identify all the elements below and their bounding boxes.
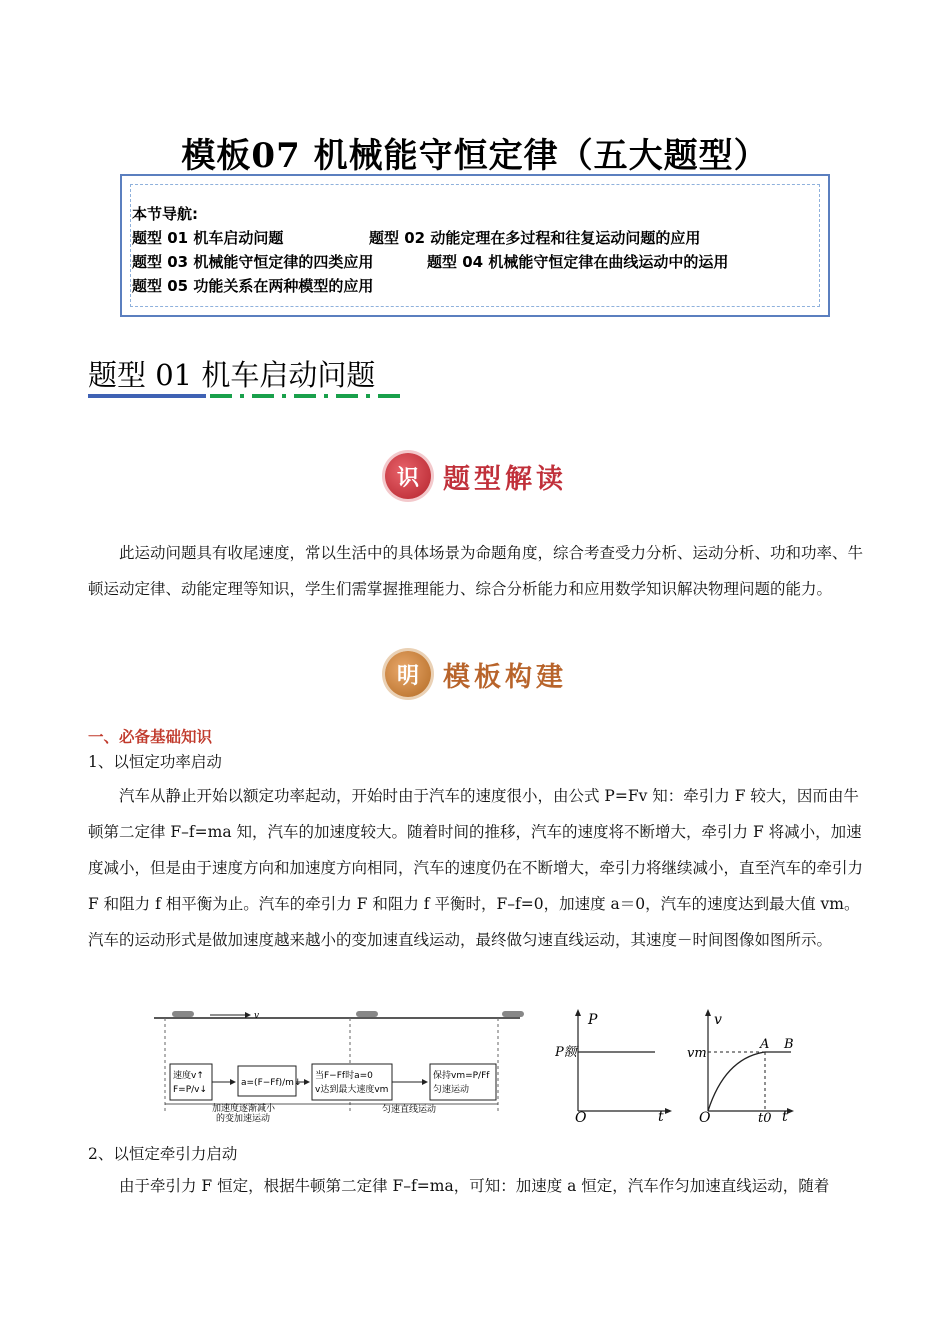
box1-line1: 速度v↑ bbox=[173, 1071, 204, 1081]
flow-diagram bbox=[150, 1008, 530, 1123]
origin-label: O bbox=[575, 1110, 587, 1124]
box1-line2: F=P/v↓ bbox=[173, 1085, 208, 1095]
y-axis-label: P bbox=[588, 1012, 598, 1028]
y-axis-label: v bbox=[714, 1012, 722, 1028]
badge-template bbox=[385, 651, 567, 697]
caption1-line1: 加速度逐渐减小 bbox=[212, 1104, 276, 1114]
document-title: 模板07 机械能守恒定律（五大题型） bbox=[181, 136, 769, 176]
badge-label: 模板构建 bbox=[443, 661, 567, 693]
point-a-label: A bbox=[760, 1037, 770, 1052]
item1-title: 1、以恒定功率启动 bbox=[88, 753, 222, 771]
rated-power-label: P额 bbox=[555, 1045, 577, 1060]
x-axis-label: t bbox=[658, 1109, 664, 1124]
basics-heading: 一、必备基础知识 bbox=[88, 728, 213, 746]
item2-paragraph: 由于牵引力 F 恒定，根据牛顿第二定律 F–f=ma，可知：加速度 a 恒定，汽车作匀加速直线运动，随着 bbox=[119, 1177, 830, 1195]
point-b-label: B bbox=[784, 1037, 794, 1052]
power-time-graph bbox=[555, 1006, 680, 1124]
vm-label: vm bbox=[687, 1046, 707, 1061]
item2-title: 2、以恒定牵引力启动 bbox=[88, 1145, 238, 1163]
box4-line1: 保持vm=P/Ff bbox=[433, 1071, 490, 1081]
caption1-line2: 的变加速运动 bbox=[216, 1114, 271, 1123]
velocity-time-graph bbox=[685, 1006, 800, 1124]
section-underline-green bbox=[210, 394, 405, 398]
box2-text: a=(F−Ff)/m↓ bbox=[241, 1078, 302, 1088]
caption2: 匀速直线运动 bbox=[382, 1105, 437, 1115]
section-underline-blue bbox=[88, 394, 206, 398]
nav-item-3: 题型 03 机械能守恒定律的四类应用 bbox=[132, 253, 374, 271]
badge-seal-icon: 明 bbox=[385, 651, 431, 697]
box4-line2: 匀速运动 bbox=[433, 1085, 470, 1095]
box3-line2: v达到最大速度vm bbox=[315, 1085, 389, 1095]
nav-item-5: 题型 05 功能关系在两种模型的应用 bbox=[132, 277, 374, 295]
intro-paragraph: 此运动问题具有收尾速度，常以生活中的具体场景为命题角度，综合考查受力分析、运动分析、功和功率、牛顿运动定律、动能定理等知识，学生们需掌握推理能力、综合分析能力和应用数学知识解决物理问题的能力。 bbox=[88, 544, 864, 598]
nav-item-4: 题型 04 机械能守恒定律在曲线运动中的运用 bbox=[427, 253, 729, 271]
car-icon bbox=[356, 1011, 378, 1017]
badge-seal-icon: 识 bbox=[385, 453, 431, 499]
origin-label: O bbox=[699, 1110, 711, 1124]
badge-question-type bbox=[385, 453, 567, 499]
nav-heading: 本节导航: bbox=[132, 205, 198, 223]
navigation-box bbox=[120, 174, 830, 317]
section-title: 题型 01 机车启动问题 bbox=[88, 358, 376, 392]
car-icon bbox=[172, 1011, 194, 1017]
t0-label: t0 bbox=[758, 1111, 772, 1124]
box3-line1: 当F−Ff时a=0 bbox=[315, 1071, 373, 1081]
x-axis-label: t bbox=[782, 1109, 788, 1124]
nav-item-1: 题型 01 机车启动问题 bbox=[132, 229, 284, 247]
car-icon bbox=[502, 1011, 524, 1017]
item1-paragraph: 汽车从静止开始以额定功率起动，开始时由于汽车的速度很小，由公式 P=Fv 知：牵引力 F 较大，因而由牛顿第二定律 F–f=ma 知，汽车的加速度较大。随着时间的推移，汽车的速度将不断增大，牵引力 F 将减小，加速度减小，但是由于速度方向和加速度方向相同，汽车的速度仍在不断增大，牵引力将继续减小，直至汽车的牵引力 F 和阻力 f 相平衡为止。汽车的牵引力 F 和阻力 f 平衡时，F–f=0，加速度 a＝0，汽车的速度达到最大值 vm。汽车的运动形式是做加速度越来越小的变加速直线运动，最终做匀速直线运动，其速度－时间图像如图所示。 bbox=[88, 787, 864, 949]
velocity-label: v bbox=[254, 1011, 260, 1021]
velocity-curve bbox=[708, 1052, 791, 1111]
badge-label: 题型解读 bbox=[443, 463, 567, 495]
nav-item-2: 题型 02 动能定理在多过程和往复运动问题的应用 bbox=[369, 229, 701, 247]
